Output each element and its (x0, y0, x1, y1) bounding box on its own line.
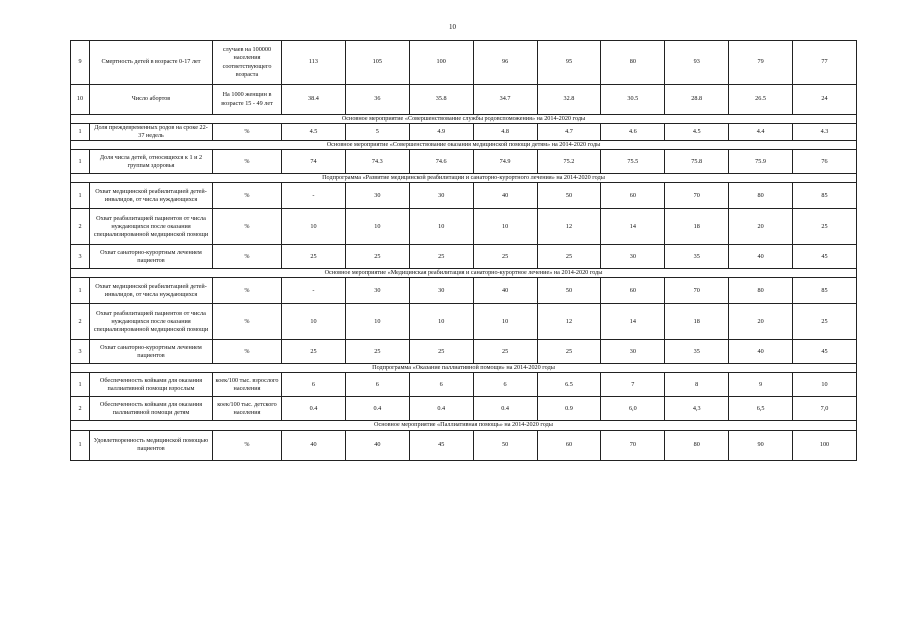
value-cell: 80 (601, 41, 665, 85)
value-cell: 5 (345, 124, 409, 141)
value-cell: 113 (282, 41, 346, 85)
section-header-row (71, 364, 857, 373)
value-cell: 6.5 (537, 373, 601, 397)
value-cell: 10 (345, 304, 409, 340)
value-cell: - (282, 183, 346, 209)
value-cell: 95 (537, 41, 601, 85)
unit-cell: коек/100 тыс. детского населения (213, 397, 282, 421)
value-cell: 34.7 (473, 85, 537, 115)
value-cell: 10 (282, 209, 346, 245)
unit-cell: коек/100 тыс. взрослого населения (213, 373, 282, 397)
value-cell: 10 (345, 209, 409, 245)
value-cell: 40 (729, 245, 793, 269)
row-number: 1 (71, 278, 90, 304)
value-cell: 14 (601, 209, 665, 245)
value-cell: 74.9 (473, 150, 537, 174)
value-cell: 80 (665, 430, 729, 460)
value-cell: 6 (345, 373, 409, 397)
indicator-name: Обеспеченность койками для оказания паллиативной помощи взрослым (90, 373, 213, 397)
value-cell: 38.4 (282, 85, 346, 115)
value-cell: 100 (409, 41, 473, 85)
value-cell: 10 (282, 304, 346, 340)
value-cell: 85 (793, 278, 857, 304)
value-cell: 96 (473, 41, 537, 85)
value-cell: 4.6 (601, 124, 665, 141)
value-cell: 0.4 (473, 397, 537, 421)
value-cell: 30 (409, 278, 473, 304)
indicator-name: Доля числа детей, относящихся к 1 и 2 группам здоровья (90, 150, 213, 174)
value-cell: 105 (345, 41, 409, 85)
unit-cell: % (213, 209, 282, 245)
value-cell: 50 (473, 430, 537, 460)
value-cell: 4.5 (665, 124, 729, 141)
value-cell: 12 (537, 304, 601, 340)
value-cell: 70 (601, 430, 665, 460)
unit-cell: % (213, 278, 282, 304)
value-cell: 25 (473, 340, 537, 364)
table-row (71, 124, 857, 141)
indicator-name: Доля преждевременных родов на сроке 22-37 недель (90, 124, 213, 141)
value-cell: 76 (793, 150, 857, 174)
value-cell: 7,0 (793, 397, 857, 421)
table-row (71, 340, 857, 364)
table-row (71, 304, 857, 340)
value-cell: 18 (665, 209, 729, 245)
value-cell: 60 (601, 278, 665, 304)
value-cell: 4.4 (729, 124, 793, 141)
table-row (71, 278, 857, 304)
value-cell: 8 (665, 373, 729, 397)
value-cell: 10 (793, 373, 857, 397)
row-number: 3 (71, 340, 90, 364)
indicator-table (70, 40, 857, 461)
value-cell: 70 (665, 183, 729, 209)
row-number: 2 (71, 304, 90, 340)
value-cell: 75.2 (537, 150, 601, 174)
value-cell: 10 (473, 209, 537, 245)
section-header-row (71, 115, 857, 124)
value-cell: 85 (793, 183, 857, 209)
unit-cell: На 1000 женщин в возрасте 15 - 49 лет (213, 85, 282, 115)
section-title: Подпрограмма «Оказание паллиативной помощи» на 2014-2020 годы (71, 364, 857, 373)
value-cell: 80 (729, 183, 793, 209)
value-cell: 40 (729, 340, 793, 364)
value-cell: 30 (345, 278, 409, 304)
value-cell: 75.5 (601, 150, 665, 174)
table-row (71, 209, 857, 245)
value-cell: 25 (793, 209, 857, 245)
value-cell: 25 (537, 340, 601, 364)
section-header-row (71, 174, 857, 183)
value-cell: 74 (282, 150, 346, 174)
table-row (71, 373, 857, 397)
value-cell: 10 (409, 209, 473, 245)
value-cell: 74.6 (409, 150, 473, 174)
value-cell: 40 (345, 430, 409, 460)
value-cell: 28.8 (665, 85, 729, 115)
section-header-row (71, 269, 857, 278)
value-cell: 4,3 (665, 397, 729, 421)
row-number: 1 (71, 124, 90, 141)
section-title: Основное мероприятие «Медицинская реабилитация и санаторно-курортное лечение» на 2014-2020 годы (71, 269, 857, 278)
indicator-name: Число абортов (90, 85, 213, 115)
indicator-table-body (71, 41, 857, 461)
page-number: 10 (449, 23, 456, 31)
value-cell: 45 (793, 340, 857, 364)
value-cell: 4.9 (409, 124, 473, 141)
row-number: 9 (71, 41, 90, 85)
section-title: Основное мероприятие «Совершенствование службы родовспоможения» на 2014-2020 годы (71, 115, 857, 124)
value-cell: 100 (793, 430, 857, 460)
value-cell: 50 (537, 183, 601, 209)
value-cell: 26.5 (729, 85, 793, 115)
value-cell: 4.7 (537, 124, 601, 141)
value-cell: 90 (729, 430, 793, 460)
row-number: 2 (71, 397, 90, 421)
value-cell: 25 (282, 245, 346, 269)
row-number: 1 (71, 150, 90, 174)
section-header-row (71, 421, 857, 430)
value-cell: 6,0 (601, 397, 665, 421)
unit-cell: % (213, 340, 282, 364)
value-cell: 6 (282, 373, 346, 397)
row-number: 1 (71, 183, 90, 209)
section-title: Подпрограмма «Развитие медицинской реабилитации и санаторно-курортного лечения» на 2014-2020 годы (71, 174, 857, 183)
unit-cell: % (213, 183, 282, 209)
unit-cell: % (213, 124, 282, 141)
value-cell: 0.4 (282, 397, 346, 421)
table-row (71, 150, 857, 174)
value-cell: 25 (345, 245, 409, 269)
indicator-name: Охват санаторно-курортным лечением пациентов (90, 245, 213, 269)
indicator-name: Охват реабилитацией пациентов от числа нуждающихся после оказания специализированной медицинской помощи (90, 209, 213, 245)
value-cell: 30 (409, 183, 473, 209)
unit-cell: % (213, 430, 282, 460)
indicator-name: Охват санаторно-курортным лечением пациентов (90, 340, 213, 364)
value-cell: 40 (282, 430, 346, 460)
value-cell: 6 (409, 373, 473, 397)
value-cell: 20 (729, 209, 793, 245)
value-cell: 4.5 (282, 124, 346, 141)
row-number: 3 (71, 245, 90, 269)
section-title: Основное мероприятие «Совершенствование оказания медицинской помощи детям» на 2014-2020 годы (71, 141, 857, 150)
indicator-name: Охват медицинской реабилитацией детей-инвалидов, от числа нуждающихся (90, 278, 213, 304)
value-cell: 10 (473, 304, 537, 340)
value-cell: 14 (601, 304, 665, 340)
value-cell: 25 (282, 340, 346, 364)
row-number: 2 (71, 209, 90, 245)
value-cell: 36 (345, 85, 409, 115)
value-cell: 7 (601, 373, 665, 397)
value-cell: 60 (537, 430, 601, 460)
unit-cell: случаев на 100000 населения соответствующего возраста (213, 41, 282, 85)
value-cell: 30 (601, 245, 665, 269)
value-cell: 50 (537, 278, 601, 304)
table-row (71, 245, 857, 269)
indicator-name: Удовлетворенность медицинской помощью пациентов (90, 430, 213, 460)
value-cell: 45 (409, 430, 473, 460)
table-row (71, 85, 857, 115)
value-cell: 79 (729, 41, 793, 85)
value-cell: 18 (665, 304, 729, 340)
value-cell: 9 (729, 373, 793, 397)
value-cell: 25 (409, 340, 473, 364)
value-cell: 75.8 (665, 150, 729, 174)
row-number: 1 (71, 373, 90, 397)
value-cell: 40 (473, 183, 537, 209)
value-cell: 74.3 (345, 150, 409, 174)
value-cell: 24 (793, 85, 857, 115)
value-cell: 10 (409, 304, 473, 340)
value-cell: 77 (793, 41, 857, 85)
value-cell: 4.8 (473, 124, 537, 141)
value-cell: 4.3 (793, 124, 857, 141)
value-cell: 25 (537, 245, 601, 269)
value-cell: 35 (665, 340, 729, 364)
indicator-name: Охват реабилитацией пациентов от числа нуждающихся после оказания специализированной медицинской помощи (90, 304, 213, 340)
table-row (71, 397, 857, 421)
value-cell: 35.8 (409, 85, 473, 115)
value-cell: 12 (537, 209, 601, 245)
value-cell: 0.9 (537, 397, 601, 421)
value-cell: 80 (729, 278, 793, 304)
value-cell: 70 (665, 278, 729, 304)
row-number: 1 (71, 430, 90, 460)
value-cell: 40 (473, 278, 537, 304)
value-cell: 32.8 (537, 85, 601, 115)
table-row (71, 430, 857, 460)
value-cell: 45 (793, 245, 857, 269)
value-cell: - (282, 278, 346, 304)
section-header-row (71, 141, 857, 150)
value-cell: 35 (665, 245, 729, 269)
indicator-name: Охват медицинской реабилитацией детей-инвалидов, от числа нуждающихся (90, 183, 213, 209)
table-row (71, 41, 857, 85)
value-cell: 30 (345, 183, 409, 209)
value-cell: 25 (345, 340, 409, 364)
unit-cell: % (213, 245, 282, 269)
value-cell: 6,5 (729, 397, 793, 421)
unit-cell: % (213, 304, 282, 340)
table-row (71, 183, 857, 209)
value-cell: 0.4 (345, 397, 409, 421)
unit-cell: % (213, 150, 282, 174)
value-cell: 20 (729, 304, 793, 340)
value-cell: 25 (409, 245, 473, 269)
value-cell: 6 (473, 373, 537, 397)
value-cell: 75.9 (729, 150, 793, 174)
value-cell: 25 (473, 245, 537, 269)
indicator-name: Смертность детей в возрасте 0-17 лет (90, 41, 213, 85)
indicator-name: Обеспеченность койками для оказания паллиативной помощи детям (90, 397, 213, 421)
value-cell: 60 (601, 183, 665, 209)
value-cell: 30 (601, 340, 665, 364)
value-cell: 30.5 (601, 85, 665, 115)
section-title: Основное мероприятие «Паллиативная помощь» на 2014-2020 годы (71, 421, 857, 430)
value-cell: 93 (665, 41, 729, 85)
value-cell: 0.4 (409, 397, 473, 421)
row-number: 10 (71, 85, 90, 115)
value-cell: 25 (793, 304, 857, 340)
